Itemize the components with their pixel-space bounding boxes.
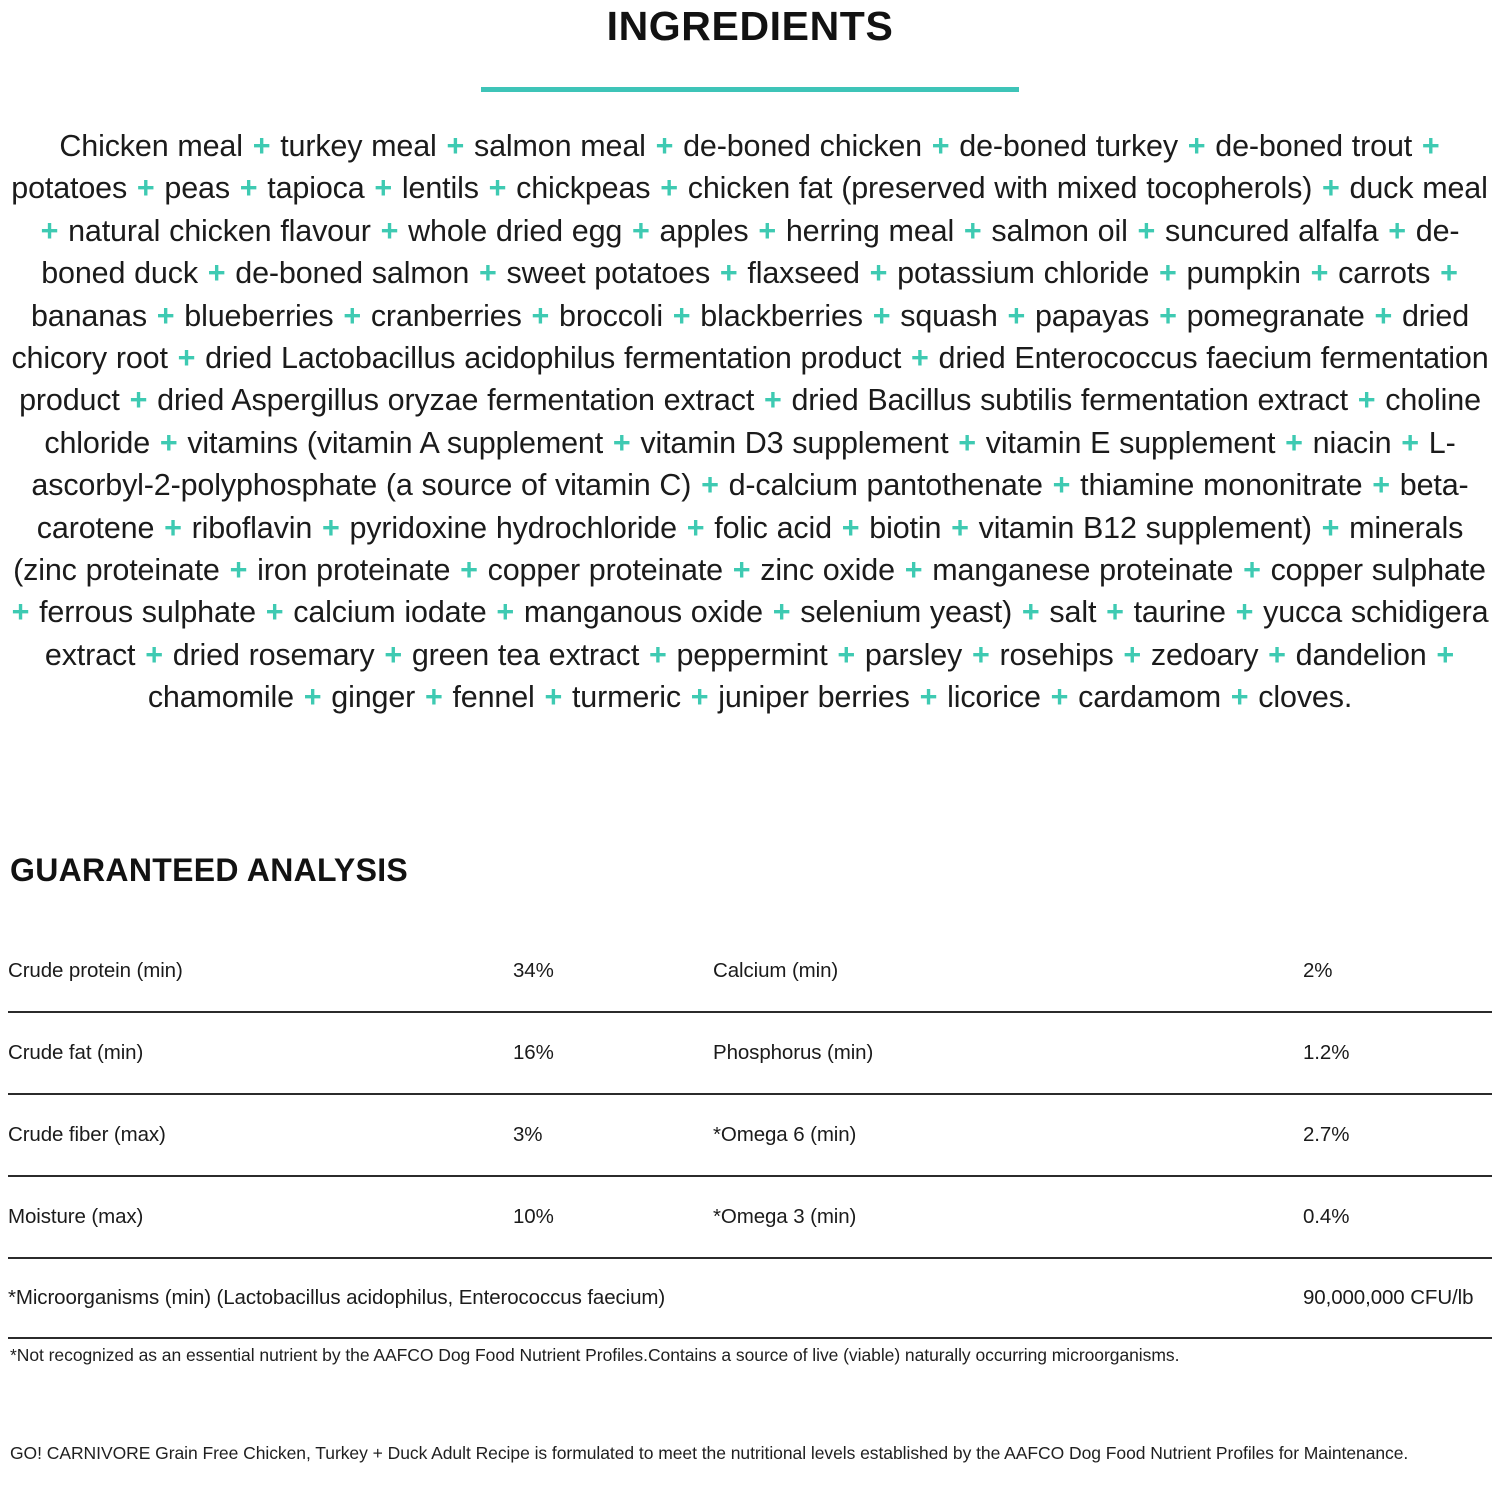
plus-separator-icon: + [1427,637,1455,672]
guaranteed-analysis-table [8,930,1492,1339]
plus-separator-icon: + [1097,595,1133,630]
plus-separator-icon: + [1150,298,1186,333]
ingredient-item: de-boned chicken [683,129,922,163]
nutrient-label: *Omega 6 (min) [713,1094,1303,1176]
ingredient-item: thiamine mononitrate [1080,468,1363,503]
nutrient-value: 3% [513,1094,713,1176]
ingredient-item: salt [1049,595,1097,630]
ingredient-item: beta-carotene [36,468,1469,545]
plus-separator-icon: + [895,553,932,588]
plus-separator-icon: + [942,510,978,545]
nutrient-label: Crude fiber (max) [8,1094,513,1176]
ingredient-item: vitamin D3 supplement [640,425,949,460]
plus-separator-icon: + [294,680,331,715]
nutrient-value: 2% [1303,930,1492,1012]
nutrient-value: 34% [513,930,713,1012]
plus-separator-icon: + [922,129,959,163]
ingredient-item: turmeric [571,680,681,715]
table-row [8,1094,1492,1176]
plus-separator-icon: + [646,129,683,163]
ingredient-item: broccoli [559,298,663,333]
ingredient-item: pumpkin [1186,256,1301,291]
ingredient-item: apples [659,213,749,248]
plus-separator-icon: + [487,595,523,630]
plus-separator-icon: + [1312,510,1349,545]
plus-separator-icon: + [828,637,864,672]
ingredient-item: riboflavin [191,510,313,545]
ingredient-item: rosehips [999,637,1114,672]
plus-separator-icon: + [437,129,473,163]
plus-separator-icon: + [155,510,191,545]
ingredient-item: vitamin E supplement [985,425,1276,460]
nutrient-label: Calcium (min) [713,930,1303,1012]
ingredient-item: cloves. [1258,680,1353,715]
plus-separator-icon: + [220,553,257,588]
plus-separator-icon: + [1365,298,1401,333]
ingredient-item: cardamom [1078,680,1221,715]
plus-separator-icon: + [375,637,411,672]
plus-separator-icon: + [1392,425,1428,460]
plus-separator-icon: + [651,171,687,206]
ingredient-item: licorice [947,680,1041,715]
ingredient-item: chicken fat (preserved with mixed tocopherols) [687,171,1313,206]
ingredient-item: parsley [864,637,963,672]
plus-separator-icon: + [256,595,293,630]
nutrient-label: Phosphorus (min) [713,1012,1303,1094]
nutrient-label: Crude fat (min) [8,1012,513,1094]
ingredient-item: niacin [1312,425,1392,460]
ingredient-item: flaxseed [747,256,860,291]
plus-separator-icon: + [1276,425,1312,460]
plus-separator-icon: + [313,510,349,545]
table-row [8,1176,1492,1258]
plus-separator-icon: + [1301,256,1338,291]
title-divider [481,87,1019,92]
page-title: INGREDIENTS [606,3,894,49]
plus-separator-icon: + [692,468,728,503]
ingredient-item: herring meal [785,213,955,248]
ingredient-item: copper proteinate [487,553,723,588]
ingredient-item: manganous oxide [523,595,763,630]
microorganisms-label: *Microorganisms (min) (Lactobacillus acidophilus, Enterococcus faecium) [8,1258,1303,1338]
plus-separator-icon: + [1226,595,1263,630]
plus-separator-icon: + [863,298,900,333]
plus-separator-icon: + [640,637,676,672]
plus-separator-icon: + [11,595,39,630]
plus-separator-icon: + [749,213,785,248]
plus-separator-icon: + [1234,553,1270,588]
ingredient-item: zinc oxide [760,553,895,588]
table-body [8,930,1492,1338]
ingredient-item: de-boned duck [41,213,1460,291]
ingredient-item: vitamins (vitamin A supplement [187,425,604,460]
ingredient-item: suncured alfalfa [1165,213,1379,248]
table-row-microorganisms [8,1258,1492,1338]
plus-separator-icon: + [998,298,1034,333]
ingredient-item: biotin [869,510,942,545]
ingredient-item: choline chloride [44,383,1481,460]
footnote-aafco: *Not recognized as an essential nutrient by the AAFCO Dog Food Nutrient Profiles.Contains a source of live (viable) naturally occurring microorganisms. [10,1345,1180,1365]
plus-separator-icon: + [1259,637,1295,672]
plus-separator-icon: + [604,425,640,460]
ingredient-item: copper sulphate [1270,553,1486,588]
footnote-formulated: GO! CARNIVORE Grain Free Chicken, Turkey + Duck Adult Recipe is formulated to meet the nutritional levels established by the AAFCO Dog Food Nutrient Profiles for Maintenance. [10,1443,1409,1463]
ingredient-item: dried Enterococcus faecium fermentation product [19,341,1489,418]
ingredient-item: d-calcium pantothenate [728,468,1043,503]
ingredient-item: pomegranate [1186,298,1365,333]
nutrient-label: Moisture (max) [8,1176,513,1258]
ingredient-item: chickpeas [516,171,651,206]
ingredient-item: yucca schidigera extract [44,595,1489,672]
ingredients-header [0,0,1500,92]
plus-separator-icon: + [1431,256,1458,291]
ingredient-item: green tea extract [411,637,640,672]
ingredient-item: peppermint [676,637,828,672]
plus-separator-icon: + [1013,595,1049,630]
ingredient-item: squash [900,298,998,333]
nutrient-value: 10% [513,1176,713,1258]
ingredient-item: L-ascorbyl-2-polyphosphate (a source of vitamin C) [31,425,1456,503]
plus-separator-icon: + [522,298,559,333]
nutrient-label: *Omega 3 (min) [713,1176,1303,1258]
plus-separator-icon: + [1150,256,1186,291]
plus-separator-icon: + [949,425,985,460]
plus-separator-icon: + [136,637,172,672]
nutrient-value: 1.2% [1303,1012,1492,1094]
plus-separator-icon: + [1043,468,1080,503]
plus-separator-icon: + [711,256,747,291]
plus-separator-icon: + [1178,129,1215,163]
ingredient-item: peas [164,171,230,206]
ingredient-item: zedoary [1150,637,1259,672]
ingredient-item: de-boned turkey [959,129,1178,163]
ingredient-item: duck meal [1349,171,1488,206]
ingredient-item: selenium yeast) [800,595,1013,630]
ingredient-item: fennel [452,680,535,715]
plus-separator-icon: + [832,510,869,545]
plus-separator-icon: + [416,680,452,715]
ingredient-item: tapioca [267,171,365,206]
plus-separator-icon: + [151,425,187,460]
ingredient-item: juniper berries [718,680,910,715]
plus-separator-icon: + [230,171,267,206]
plus-separator-icon: + [365,171,401,206]
ingredient-item: taurine [1133,595,1226,630]
plus-separator-icon: + [723,553,760,588]
ingredient-item: turkey meal [280,129,437,163]
ingredient-item: lentils [401,171,479,206]
plus-separator-icon: + [623,213,659,248]
plus-separator-icon: + [860,256,897,291]
ingredient-item: Chicken meal [59,129,243,163]
ingredient-item: salmon meal [474,129,646,163]
ingredient-item: cranberries [370,298,522,333]
plus-separator-icon: + [1128,213,1165,248]
plus-separator-icon: + [902,341,938,376]
ingredient-item: dried Lactobacillus acidophilus fermentation product [205,341,902,376]
ingredient-item: de-boned salmon [235,256,470,291]
ingredient-item: dried rosemary [172,637,375,672]
ingredient-item: whole dried egg [408,213,623,248]
ingredient-item: dried chicory root [11,298,1470,376]
ingredient-item: potatoes [11,171,128,206]
plus-separator-icon: + [677,510,714,545]
ingredient-item: dried Aspergillus oryzae fermentation extract [157,383,755,418]
plus-separator-icon: + [535,680,571,715]
plus-separator-icon: + [1379,213,1415,248]
plus-separator-icon: + [1114,637,1150,672]
ingredient-item: pyridoxine hydrochloride [349,510,677,545]
plus-separator-icon: + [1041,680,1078,715]
microorganisms-value: 90,000,000 CFU/lb [1303,1258,1492,1338]
ingredient-item: ginger [331,680,416,715]
ingredient-item: minerals (zinc proteinate [13,510,1464,588]
plus-separator-icon: + [479,171,516,206]
ingredient-item: calcium iodate [293,595,487,630]
plus-separator-icon: + [1413,129,1440,163]
plus-separator-icon: + [755,383,791,418]
ingredient-item: blueberries [184,298,334,333]
plus-separator-icon: + [1348,383,1385,418]
plus-separator-icon: + [681,680,718,715]
plus-separator-icon: + [963,637,999,672]
plus-separator-icon: + [40,213,68,248]
guaranteed-analysis-section [8,852,1492,1339]
plus-separator-icon: + [168,341,205,376]
plus-separator-icon: + [470,256,506,291]
ingredient-item: natural chicken flavour [68,213,371,248]
ingredient-item: sweet potatoes [506,256,711,291]
nutrient-value: 16% [513,1012,713,1094]
plus-separator-icon: + [128,171,164,206]
table-row [8,1012,1492,1094]
ingredient-item: vitamin B12 supplement) [978,510,1312,545]
ingredient-item: iron proteinate [257,553,451,588]
plus-separator-icon: + [243,129,280,163]
table-row [8,930,1492,1012]
ingredient-item: folic acid [714,510,832,545]
ingredient-item: manganese proteinate [932,553,1234,588]
plus-separator-icon: + [1313,171,1349,206]
ingredients-list [2,125,1498,719]
nutrient-value: 0.4% [1303,1176,1492,1258]
ingredient-item: potassium chloride [897,256,1150,291]
plus-separator-icon: + [910,680,947,715]
plus-separator-icon: + [371,213,408,248]
ingredient-item: salmon oil [991,213,1128,248]
ingredient-item: carrots [1338,256,1431,291]
plus-separator-icon: + [955,213,991,248]
ingredient-item: chamomile [147,680,294,715]
ingredient-item: de-boned trout [1215,129,1413,163]
ingredient-item: blackberries [700,298,863,333]
ingredient-item: papayas [1034,298,1150,333]
plus-separator-icon: + [334,298,370,333]
guaranteed-analysis-title: GUARANTEED ANALYSIS [10,852,409,888]
nutrient-label: Crude protein (min) [8,930,513,1012]
plus-separator-icon: + [1363,468,1399,503]
ingredient-item: dried Bacillus subtilis fermentation extract [791,383,1348,418]
ingredient-item: ferrous sulphate [39,595,256,630]
plus-separator-icon: + [663,298,700,333]
nutrient-value: 2.7% [1303,1094,1492,1176]
ingredient-item: bananas [30,298,147,333]
plus-separator-icon: + [147,298,184,333]
plus-separator-icon: + [1221,680,1258,715]
plus-separator-icon: + [198,256,235,291]
plus-separator-icon: + [451,553,487,588]
plus-separator-icon: + [120,383,157,418]
plus-separator-icon: + [763,595,800,630]
ingredient-item: dandelion [1295,637,1427,672]
